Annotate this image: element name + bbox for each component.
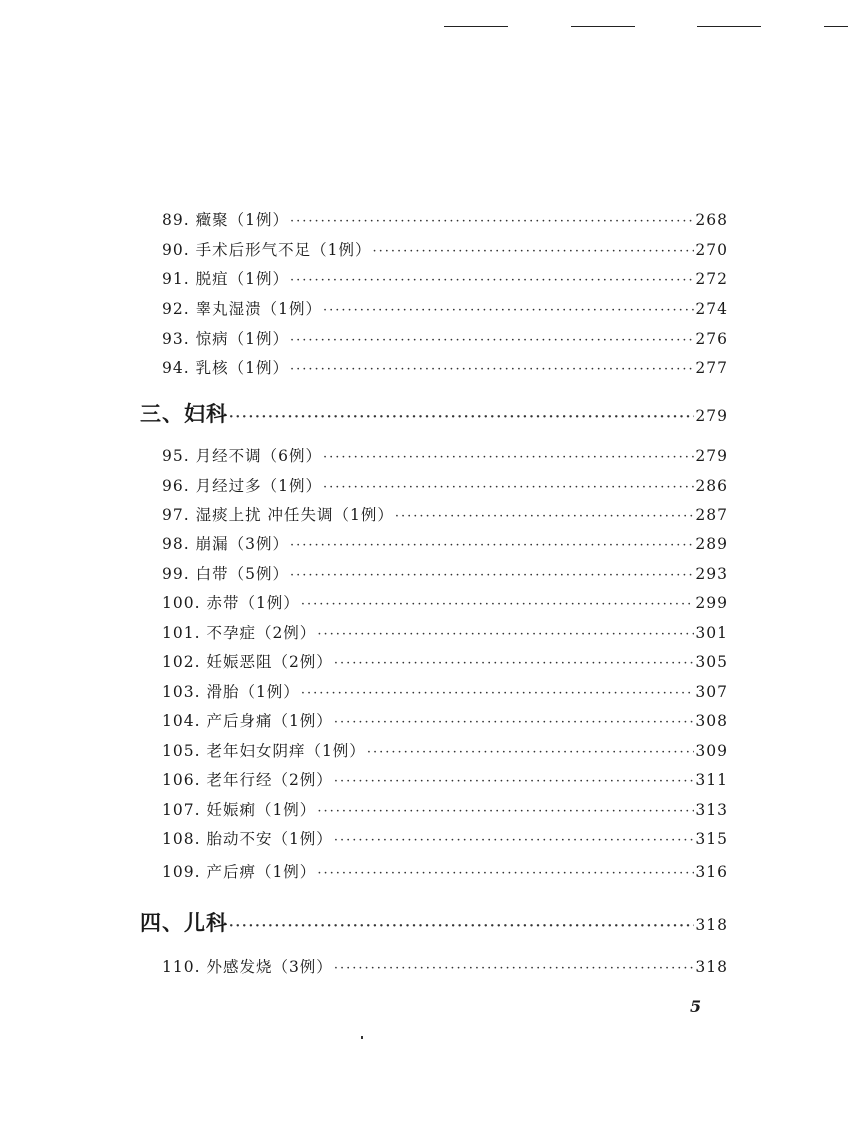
- toc-entry: [162, 238, 728, 260]
- dot-leader: [367, 745, 695, 760]
- section-title: 四、儿科: [140, 910, 228, 935]
- toc-entry-title: 91. 脱疽（1例）: [162, 270, 289, 288]
- toc-entry: [162, 709, 728, 731]
- toc-entry-page: 318: [695, 958, 728, 976]
- header-rule: [697, 26, 761, 27]
- toc-entry-title: 110. 外感发烧（3例）: [162, 958, 333, 976]
- toc-entry-title: 92. 睾丸湿溃（1例）: [162, 300, 322, 318]
- toc-entry-title: 101. 不孕症（2例）: [162, 624, 317, 642]
- toc-entry: [162, 860, 728, 882]
- dot-leader: [301, 597, 695, 612]
- dot-leader: [323, 450, 694, 465]
- toc-entry: [162, 621, 728, 643]
- toc-entry: [162, 827, 728, 849]
- toc-entry-title: 94. 乳核（1例）: [162, 359, 289, 377]
- toc-entry-title: 93. 惊病（1例）: [162, 330, 289, 348]
- toc-entry-page: 301: [695, 624, 728, 642]
- toc-entry-title: 97. 湿痰上扰 冲任失调（1例）: [162, 506, 394, 524]
- dot-leader: [301, 686, 695, 701]
- dot-leader: [334, 715, 695, 730]
- toc-entry: [162, 327, 728, 349]
- toc-entry-page: 307: [695, 683, 728, 701]
- toc-entry-page: 270: [695, 241, 728, 259]
- toc-section-heading: [140, 398, 728, 428]
- toc-entry: [162, 798, 728, 820]
- section-title: 三、妇科: [140, 401, 228, 426]
- toc-entry-page: 316: [695, 863, 728, 881]
- toc-entry: [162, 474, 728, 496]
- dot-leader: [334, 656, 695, 671]
- toc-entry: [162, 297, 728, 319]
- toc-entry: [162, 267, 728, 289]
- toc-entry: [162, 356, 728, 378]
- toc-entry-page: 289: [695, 535, 728, 553]
- toc-entry: [162, 650, 728, 672]
- section-page: 318: [695, 916, 728, 934]
- toc-entry-title: 108. 胎动不安（1例）: [162, 830, 333, 848]
- toc-entry-title: 104. 产后身痛（1例）: [162, 712, 333, 730]
- toc-entry-title: 89. 癥聚（1例）: [162, 211, 289, 229]
- dot-leader: [290, 538, 694, 553]
- toc-entry-title: 109. 产后痹（1例）: [162, 863, 317, 881]
- dot-leader: [229, 919, 694, 934]
- toc-entry-title: 100. 赤带（1例）: [162, 594, 300, 612]
- dot-leader: [290, 362, 694, 377]
- dot-leader: [372, 244, 694, 259]
- toc-entry: [162, 680, 728, 702]
- toc-entry-page: 308: [695, 712, 728, 730]
- toc-entry-page: 277: [695, 359, 728, 377]
- toc-entry: [162, 562, 728, 584]
- toc-entry-page: 313: [695, 801, 728, 819]
- toc-entry-page: 309: [695, 742, 728, 760]
- toc-entry: [162, 955, 728, 977]
- toc-entry-page: 279: [695, 447, 728, 465]
- toc-entry-page: 268: [695, 211, 728, 229]
- toc-section-heading: [140, 907, 728, 937]
- dot-leader: [323, 480, 694, 495]
- toc-entry-page: 286: [695, 477, 728, 495]
- dot-leader: [334, 961, 695, 976]
- header-rule: [824, 26, 848, 27]
- toc-entry-title: 107. 妊娠痢（1例）: [162, 801, 317, 819]
- header-rule: [571, 26, 635, 27]
- toc-entry: [162, 768, 728, 790]
- toc-entry-title: 98. 崩漏（3例）: [162, 535, 289, 553]
- toc-entry-page: 311: [695, 771, 728, 789]
- dot-leader: [323, 303, 694, 318]
- toc-entry: [162, 444, 728, 466]
- toc-entry-page: 272: [695, 270, 728, 288]
- dot-leader: [229, 410, 694, 425]
- toc-entry: [162, 208, 728, 230]
- toc-entry-page: 274: [695, 300, 728, 318]
- dot-leader: [290, 568, 694, 583]
- toc-entry-title: 95. 月经不调（6例）: [162, 447, 322, 465]
- section-page: 279: [695, 407, 728, 425]
- dot-leader: [317, 804, 694, 819]
- toc-entry-page: 293: [695, 565, 728, 583]
- toc-entry-title: 96. 月经过多（1例）: [162, 477, 322, 495]
- toc-entry-page: 276: [695, 330, 728, 348]
- toc-entry-page: 315: [695, 830, 728, 848]
- toc-entry-title: 103. 滑胎（1例）: [162, 683, 300, 701]
- dot-leader: [290, 333, 694, 348]
- toc-entry: [162, 503, 728, 525]
- header-rule: [444, 26, 508, 27]
- dot-leader: [317, 627, 694, 642]
- dot-leader: [290, 214, 694, 229]
- dot-leader: [317, 866, 694, 881]
- toc-entry: [162, 591, 728, 613]
- toc-entry: [162, 739, 728, 761]
- toc-entry-title: 99. 白带（5例）: [162, 565, 289, 583]
- toc-entry-page: 299: [695, 594, 728, 612]
- dot-leader: [334, 833, 695, 848]
- dot-leader: [395, 509, 695, 524]
- print-speck: [361, 1036, 363, 1039]
- toc-entry-page: 305: [695, 653, 728, 671]
- toc-entry-title: 102. 妊娠恶阻（2例）: [162, 653, 333, 671]
- page-number: 5: [690, 997, 702, 1016]
- dot-leader: [290, 273, 694, 288]
- toc-entry-page: 287: [695, 506, 728, 524]
- toc-entry-title: 105. 老年妇女阴痒（1例）: [162, 742, 366, 760]
- toc-entry-title: 106. 老年行经（2例）: [162, 771, 333, 789]
- dot-leader: [334, 774, 695, 789]
- toc-entry-title: 90. 手术后形气不足（1例）: [162, 241, 372, 259]
- toc-entry: [162, 532, 728, 554]
